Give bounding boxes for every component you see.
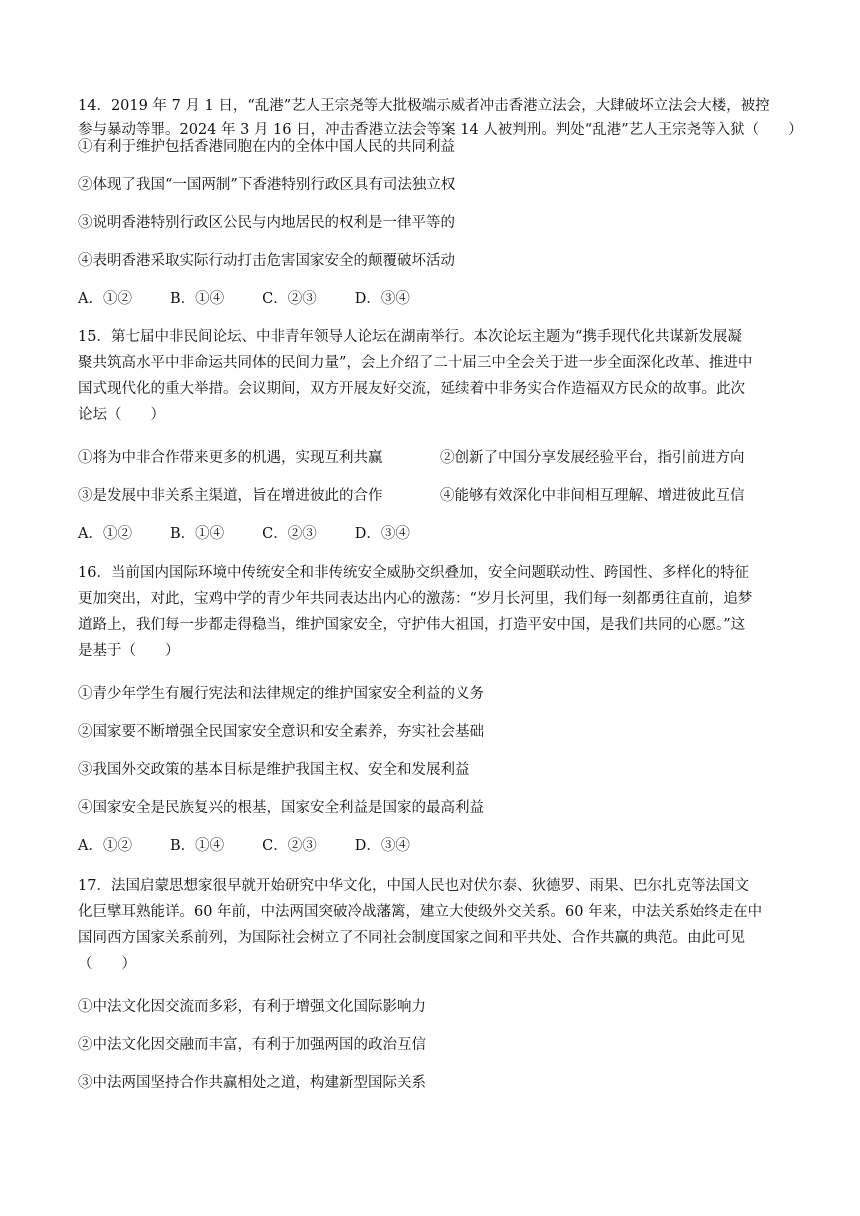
q16-stem-line-4: 是基于（ ） [78, 643, 180, 659]
q17-option-1: ①中法文化因交流而多彩，有利于增强文化国际影响力 [78, 999, 426, 1015]
q16-stem-line-3: 道路上，我们每一步都走得稳当，维护国家安全，守护伟大祖国，打造平安中国，是我们共同的心愿。”这 [78, 617, 746, 633]
q16-option-1: ①青少年学生有履行宪法和法律规定的维护国家安全利益的义务 [78, 686, 484, 702]
q16-choice-b: B．①④ [169, 838, 225, 854]
q16-option-4: ④国家安全是民族复兴的根基，国家安全利益是国家的最高利益 [78, 800, 484, 816]
q17-stem-line-1: 17．法国启蒙思想家很早就开始研究中华文化，中国人民也对伏尔泰、狄德罗、雨果、巴尔扎克等法国文 [78, 878, 749, 894]
q15-choices [78, 524, 448, 544]
q17-option-2: ②中法文化因交融而丰富，有利于加强两国的政治互信 [78, 1037, 426, 1053]
q16-choice-a: A．①② [78, 838, 132, 854]
q14-choice-b: B．①④ [169, 291, 225, 307]
q17-stem-line-2: 化巨擘耳熟能详。60 年前，中法两国突破冷战藩篱，建立大使级外交关系。60 年来，中法关系始终走在中 [78, 904, 763, 920]
q16-option-2: ②国家要不断增强全民国家安全意识和安全素养，夯实社会基础 [78, 724, 484, 740]
q15-option-4: ④能够有效深化中非间相互理解、增进彼此互信 [440, 488, 745, 504]
q15-choice-a: A．①② [78, 526, 132, 542]
q15-option-1: ①将为中非合作带来更多的机遇，实现互利共赢 [78, 450, 383, 466]
q15-option-3: ③是发展中非关系主渠道，旨在增进彼此的合作 [78, 488, 383, 504]
q17-stem-line-4: （ ） [78, 956, 136, 972]
q14-option-1: ①有利于维护包括香港同胞在内的全体中国人民的共同利益 [78, 139, 455, 155]
q14-choice-c: C．②③ [262, 291, 317, 307]
q14-choice-a: A．①② [78, 291, 132, 307]
q16-stem-line-2: 更加突出，对此，宝鸡中学的青少年共同表达出内心的激荡：“岁月长河里，我们每一刻都勇往直前，追梦 [78, 591, 753, 607]
q15-choice-c: C．②③ [262, 526, 317, 542]
q16-stem-line-1: 16．当前国内国际环境中传统安全和非传统安全威胁交织叠加，安全问题联动性、跨国性、多样化的特征 [78, 565, 749, 581]
q14-stem-line-1: 14．2019 年 7 月 1 日，“乱港”艺人王宗尧等大批极端示威者冲击香港立法会，大肆破坏立法会大楼，被控 [78, 98, 770, 114]
q15-choice-d: D．③④ [354, 526, 410, 542]
q14-choices [78, 289, 448, 309]
q15-choice-b: B．①④ [169, 526, 225, 542]
q15-stem-line-3: 国式现代化的重大举措。会议期间，双方开展友好交流，延续着中非务实合作造福双方民众的故事。此次 [78, 381, 745, 397]
q16-choice-d: D．③④ [354, 838, 410, 854]
q14-option-4: ④表明香港采取实际行动打击危害国家安全的颠覆破坏活动 [78, 253, 455, 269]
q16-option-3: ③我国外交政策的基本目标是维护我国主权、安全和发展利益 [78, 762, 470, 778]
q16-choice-c: C．②③ [262, 838, 317, 854]
q16-choices [78, 836, 448, 856]
q14-choice-d: D．③④ [354, 291, 410, 307]
q14-stem-line-2: 参与暴动等罪。2024 年 3 月 16 日，冲击香港立法会等案 14 人被判刑。判处“乱港”艺人王宗尧等入狱（ ） [78, 122, 803, 138]
q14-option-2: ②体现了我国“一国两制”下香港特别行政区具有司法独立权 [78, 177, 456, 193]
q15-option-2: ②创新了中国分享发展经验平台，指引前进方向 [440, 450, 745, 466]
q17-option-3: ③中法两国坚持合作共赢相处之道，构建新型国际关系 [78, 1075, 426, 1091]
q15-stem-line-2: 聚共筑高水平中非命运共同体的民间力量”，会上介绍了二十届三中全会关于进一步全面深化改革、推进中 [78, 355, 753, 371]
q14-option-3: ③说明香港特别行政区公民与内地居民的权利是一律平等的 [78, 215, 455, 231]
q15-stem-line-1: 15．第七届中非民间论坛、中非青年领导人论坛在湖南举行。本次论坛主题为“携手现代化共谋新发展凝 [78, 329, 742, 345]
q17-stem-line-3: 国同西方国家关系前列，为国际社会树立了不同社会制度国家之间和平共处、合作共赢的典范。由此可见 [78, 930, 745, 946]
q15-stem-line-4: 论坛（ ） [78, 407, 165, 423]
